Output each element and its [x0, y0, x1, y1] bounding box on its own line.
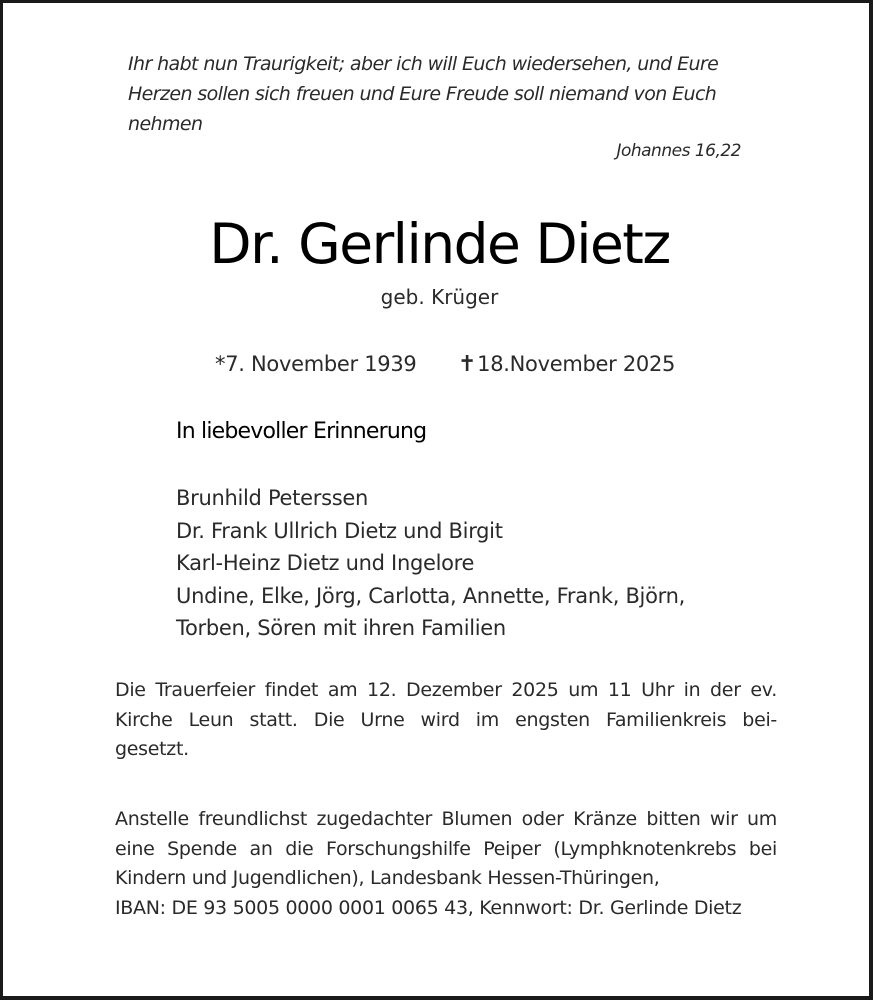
mourner: Karl-Heinz Dietz und Ingelore [176, 551, 475, 575]
memory-heading: In liebevoller Erinnerung [176, 419, 427, 444]
quote-line: Ihr habt nun Traurigkeit; aber ich will Euch wiedersehen, und Eure [128, 53, 719, 75]
mourner: Undine, Elke, Jörg, Carlotta, Annette, Frank, Björn, [176, 583, 685, 608]
death-date-group [458, 352, 675, 377]
donation-info [115, 805, 777, 923]
quote-line: nehmen [128, 113, 203, 135]
cross-icon: ✝ [458, 352, 477, 377]
donation-line: Anstelle freundlichst zugedachter Blumen oder Kränze bitten wir um [115, 808, 777, 830]
ceremony-line: Die Trauerfeier findet am 12. Dezember 2025 um 11 Uhr in der ev. [115, 679, 777, 701]
mourners-list [176, 482, 685, 645]
ceremony-line: gesetzt. [115, 738, 189, 760]
mourner: Dr. Frank Ullrich Dietz und Birgit [176, 518, 503, 543]
donation-line: IBAN: DE 93 5005 0000 0001 0065 43, Kennwort: Dr. Gerlinde Dietz [115, 896, 742, 919]
mourner: Torben, Sören mit ihren Familien [176, 616, 506, 640]
ceremony-info [115, 676, 777, 765]
maiden-name: geb. Krüger [380, 285, 499, 309]
ceremony-line: Kirche Leun statt. Die Urne wird im engsten Familienkreis bei- [115, 708, 777, 731]
birth-date: *7. November 1939 [215, 352, 417, 376]
bible-quote [128, 49, 748, 139]
quote-source: Johannes 16,22 [616, 141, 741, 161]
quote-line: Herzen sollen sich freuen und Eure Freude soll niemand von Euch [128, 83, 717, 105]
mourner: Brunhild Peterssen [176, 486, 368, 510]
death-date: 18.November 2025 [477, 352, 676, 376]
deceased-name: Dr. Gerlinde Dietz [209, 212, 670, 276]
donation-line: Kindern und Jugendlichen), Landesbank Hessen-Thüringen, [115, 867, 660, 889]
donation-line: eine Spende an die Forschungshilfe Peiper (Lymphknotenkrebs bei [115, 837, 777, 860]
